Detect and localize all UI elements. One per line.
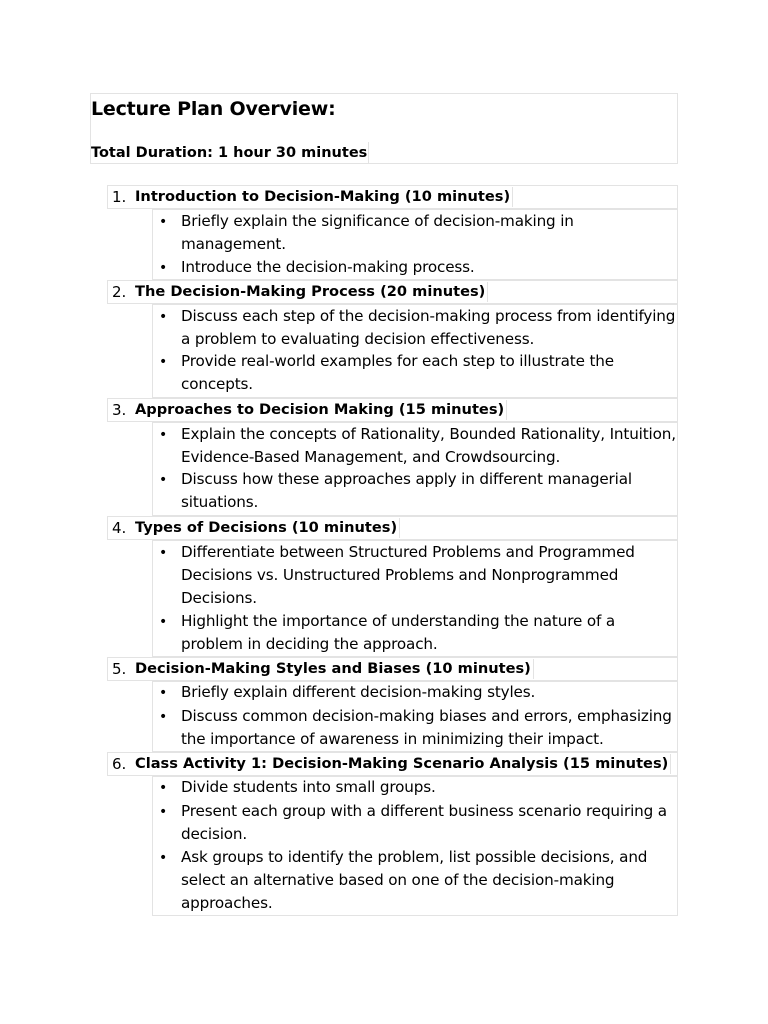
bullet-icon: • bbox=[159, 709, 168, 725]
section-title: Types of Decisions (10 minutes) bbox=[135, 518, 400, 538]
bullet-icon: • bbox=[159, 472, 168, 488]
bullet-text: Briefly explain different decision-making styles. bbox=[181, 683, 536, 701]
bullet-text: Discuss how these approaches apply in different managerial situations. bbox=[181, 470, 632, 511]
bullet-text: Present each group with a different business scenario requiring a decision. bbox=[181, 802, 667, 843]
bullet-icon: • bbox=[159, 309, 168, 325]
bullet-icon: • bbox=[159, 260, 168, 276]
section-number: 1. bbox=[112, 188, 127, 206]
bullet-text: Divide students into small groups. bbox=[181, 778, 436, 796]
section-title: Decision-Making Styles and Biases (10 minutes) bbox=[135, 659, 534, 679]
section-title: The Decision-Making Process (20 minutes) bbox=[135, 282, 488, 302]
bullet-text: Ask groups to identify the problem, list possible decisions, and select an alternative based on one of the decision-making approaches. bbox=[181, 848, 648, 912]
bullet-icon: • bbox=[159, 354, 168, 370]
bullet-text: Provide real-world examples for each step to illustrate the concepts. bbox=[181, 352, 614, 393]
bullet-text: Discuss common decision-making biases and errors, emphasizing the importance of awareness in minimizing their impact. bbox=[181, 707, 672, 748]
section-number: 2. bbox=[112, 283, 127, 301]
section-number: 3. bbox=[112, 401, 127, 419]
bullet-icon: • bbox=[159, 614, 168, 630]
bullet-text: Introduce the decision-making process. bbox=[181, 258, 475, 276]
bullet-icon: • bbox=[159, 214, 168, 230]
bullet-text: Discuss each step of the decision-making process from identifying a problem to evaluating decision effectiveness. bbox=[181, 307, 676, 348]
bullet-icon: • bbox=[159, 685, 168, 701]
bullet-text: Explain the concepts of Rationality, Bounded Rationality, Intuition, Evidence-Based Management, and Crowdsourcing. bbox=[181, 425, 676, 466]
section-number: 6. bbox=[112, 755, 127, 773]
section-number: 4. bbox=[112, 519, 127, 537]
bullet-text: Briefly explain the significance of decision-making in management. bbox=[181, 212, 574, 253]
bullet-text: Differentiate between Structured Problems and Programmed Decisions vs. Unstructured Problems and Nonprogrammed Decisions. bbox=[181, 543, 635, 607]
bullet-icon: • bbox=[159, 850, 168, 866]
page-title: Lecture Plan Overview: bbox=[91, 98, 336, 120]
section-title: Introduction to Decision-Making (10 minutes) bbox=[135, 187, 513, 207]
bullet-icon: • bbox=[159, 427, 168, 443]
section-title: Class Activity 1: Decision-Making Scenario Analysis (15 minutes) bbox=[135, 754, 671, 774]
section-title: Approaches to Decision Making (15 minutes) bbox=[135, 400, 507, 420]
bullet-icon: • bbox=[159, 545, 168, 561]
bullet-icon: • bbox=[159, 780, 168, 796]
total-duration: Total Duration: 1 hour 30 minutes bbox=[91, 142, 369, 164]
section-number: 5. bbox=[112, 660, 127, 678]
bullet-text: Highlight the importance of understanding the nature of a problem in deciding the approach. bbox=[181, 612, 616, 653]
bullet-icon: • bbox=[159, 804, 168, 820]
